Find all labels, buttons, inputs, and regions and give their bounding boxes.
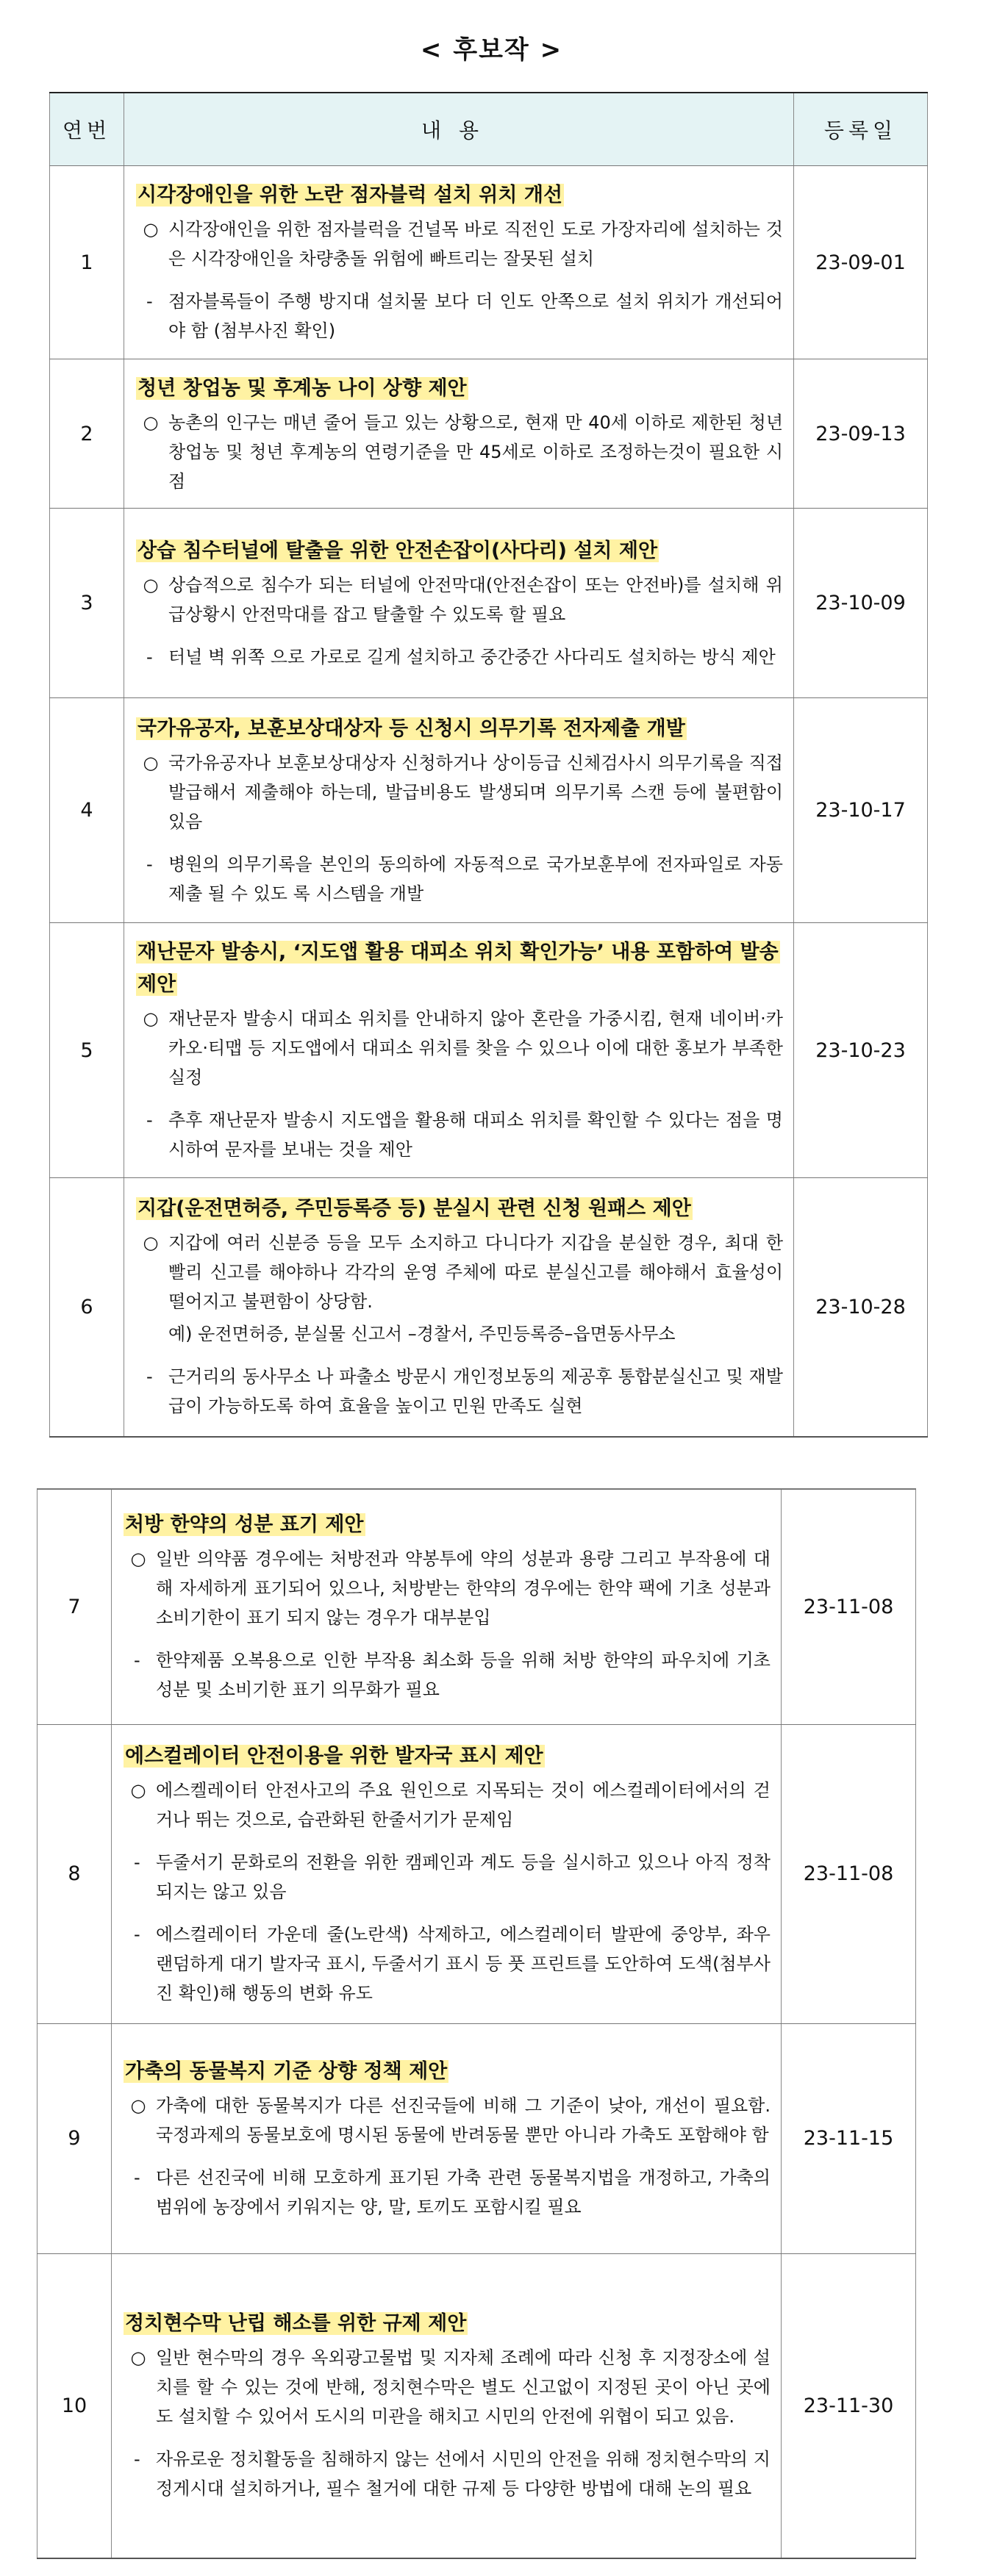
proposal-heading: 청년 창업농 및 후계농 나이 상향 제안 <box>137 377 467 400</box>
row-date: 23-09-13 <box>794 359 928 509</box>
proposal-heading: 국가유공자, 보훈보상대상자 등 신청시 의무기록 전자제출 개발 <box>137 717 685 740</box>
row-number: 8 <box>37 1724 112 2023</box>
proposal-bullet <box>124 2091 771 2150</box>
row-content <box>124 1178 794 1437</box>
proposal-bullet <box>136 748 783 836</box>
proposal-detail <box>124 1920 771 2008</box>
circle-bullet-icon: ○ <box>130 1549 146 1570</box>
proposal-bullet <box>124 1544 771 1632</box>
row-content <box>124 359 794 509</box>
row-number: 1 <box>50 166 124 359</box>
circle-bullet-icon: ○ <box>143 752 159 773</box>
row-date: 23-10-23 <box>794 923 928 1178</box>
table-row <box>50 923 928 1178</box>
row-number: 5 <box>50 923 124 1178</box>
proposal-example: 예) 운전면허증, 분실물 신고서 –경찰서, 주민등록증–읍면동사무소 <box>168 1324 676 1345</box>
row-date: 23-11-08 <box>782 1724 916 2023</box>
bullet-text: 재난문자 발송시 대피소 위치를 안내하지 않아 혼란을 가중시킴, 현재 네이버·카카오·티맵 등 지도앱에서 대피소 위치를 찾을 수 있으나 이에 대한 홍보가 부족한 실정 <box>168 1008 783 1088</box>
row-date: 23-10-28 <box>794 1178 928 1437</box>
row-content <box>124 698 794 923</box>
detail-text: 터널 벽 위쪽 으로 가로로 길게 설치하고 중간중간 사다리도 설치하는 방식 제안 <box>168 646 776 667</box>
header-content: 내용 <box>124 93 794 166</box>
proposal-heading: 에스컬레이터 안전이용을 위한 발자국 표시 제안 <box>125 1744 543 1768</box>
table-row <box>50 698 928 923</box>
proposal-bullet <box>136 1228 783 1316</box>
detail-text: 근거리의 동사무소 나 파출소 방문시 개인정보동의 제공후 통합분실신고 및 재발급이 가능하도록 하여 효율을 높이고 민원 만족도 실현 <box>168 1366 783 1417</box>
dash-bullet-icon: - <box>146 646 153 667</box>
row-number: 7 <box>37 1489 112 1724</box>
row-content <box>112 1489 782 1724</box>
detail-text: 자유로운 정치활동을 침해하지 않는 선에서 시민의 안전을 위해 정치현수막의 지정게시대 설치하거나, 필수 철거에 대한 규제 등 다양한 방법에 대해 논의 필요 <box>156 2449 771 2500</box>
proposal-detail <box>136 1362 783 1421</box>
proposal-detail <box>136 850 783 908</box>
detail-text: 점자블록들이 주행 방지대 설치물 보다 더 인도 안쪽으로 설치 위치가 개선되어야 함 (첨부사진 확인) <box>168 291 783 341</box>
dash-bullet-icon: - <box>134 2167 140 2188</box>
table-row <box>50 509 928 698</box>
detail-text: 에스컬레이터 가운데 줄(노란색) 삭제하고, 에스컬레이터 발판에 중앙부, 좌우 랜덤하게 대기 발자국 표시, 두줄서기 표시 등 풋 프린트를 도안하여 도색(첨부사진 확인)해 행동의 변화 유도 <box>156 1923 771 2003</box>
bullet-text: 일반 현수막의 경우 옥외광고물법 및 지자체 조례에 따라 신청 후 지정장소에 설치를 할 수 있는 것에 반해, 정치현수막은 별도 신고없이 지정된 곳이 아닌 곳에도 설치할 수 있어서 도시의 미관을 해치고 시민의 안전에 위협이 되고 있음. <box>156 2347 771 2428</box>
circle-bullet-icon: ○ <box>130 2095 146 2116</box>
table-row <box>50 1178 928 1437</box>
row-number: 3 <box>50 509 124 698</box>
circle-bullet-icon: ○ <box>130 1779 146 1801</box>
row-date: 23-11-08 <box>782 1489 916 1724</box>
proposal-detail <box>136 1105 783 1164</box>
circle-bullet-icon: ○ <box>143 1008 159 1029</box>
proposal-detail <box>136 642 783 672</box>
circle-bullet-icon: ○ <box>143 1233 159 1254</box>
proposal-detail <box>136 287 783 345</box>
row-content <box>124 166 794 359</box>
bullet-text: 일반 의약품 경우에는 처방전과 약봉투에 약의 성분과 용량 그리고 부작용에 대해 자세하게 표기되어 있으나, 처방받는 한약의 경우에는 한약 팩에 기초 성분과 소비기한이 표기 되지 않는 경우가 대부분입 <box>156 1549 771 1629</box>
bullet-text: 농촌의 인구는 매년 줄어 들고 있는 상황으로, 현재 만 40세 이하로 제한된 청년 창업농 및 청년 후계농의 연령기준을 만 45세로 이하로 조정하는것이 필요한 시점 <box>168 412 783 492</box>
row-date: 23-09-01 <box>794 166 928 359</box>
table-row <box>37 1724 916 2023</box>
dash-bullet-icon: - <box>134 1923 140 1945</box>
dash-bullet-icon: - <box>146 291 153 312</box>
proposal-detail <box>124 2444 771 2503</box>
proposal-bullet <box>136 1004 783 1092</box>
detail-text: 병원의 의무기록을 본인의 동의하에 자동적으로 국가보훈부에 전자파일로 자동 제출 될 수 있도 록 시스템을 개발 <box>168 853 783 904</box>
bullet-text: 상습적으로 침수가 되는 터널에 안전막대(안전손잡이 또는 안전바)를 설치해 위급상황시 안전막대를 잡고 탈출할 수 있도록 할 필요 <box>168 574 783 625</box>
detail-text: 다른 선진국에 비해 모호하게 표기된 가축 관련 동물복지법을 개정하고, 가축의 범위에 농장에서 키워지는 양, 말, 토끼도 포함시킬 필요 <box>156 2167 771 2217</box>
detail-text: 추후 재난문자 발송시 지도앱을 활용해 대피소 위치를 확인할 수 있다는 점을 명시하여 문자를 보내는 것을 제안 <box>168 1110 783 1160</box>
dash-bullet-icon: - <box>146 853 153 875</box>
row-number: 10 <box>37 2253 112 2558</box>
row-date: 23-10-09 <box>794 509 928 698</box>
proposal-heading: 처방 한약의 성분 표기 제안 <box>125 1513 364 1537</box>
proposal-heading: 가축의 동물복지 기준 상향 정책 제안 <box>125 2059 448 2083</box>
dash-bullet-icon: - <box>134 1650 140 1671</box>
row-content <box>124 923 794 1178</box>
header-num: 연번 <box>50 93 124 166</box>
row-date: 23-11-30 <box>782 2253 916 2558</box>
table-row <box>50 166 928 359</box>
proposal-bullet <box>136 215 783 273</box>
row-content <box>112 2253 782 2558</box>
dash-bullet-icon: - <box>134 1851 140 1873</box>
proposal-detail <box>124 1848 771 1906</box>
proposal-detail <box>124 2163 771 2222</box>
header-date: 등록일 <box>794 93 928 166</box>
table-row <box>37 1489 916 1724</box>
bullet-text: 시각장애인을 위한 점자블럭을 건널목 바로 직전인 도로 가장자리에 설치하는 것은 시각장애인을 차량충돌 위험에 빠트리는 잘못된 설치 <box>168 219 783 269</box>
proposal-heading: 정치현수막 난립 해소를 위한 규제 제안 <box>125 2312 467 2336</box>
bullet-text: 에스켈레이터 안전사고의 주요 원인으로 지목되는 것이 에스컬레이터에서의 걷거나 뛰는 것으로, 습관화된 한줄서기가 문제임 <box>156 1779 771 1830</box>
proposal-heading: 상습 침수터널에 탈출을 위한 안전손잡이(사다리) 설치 제안 <box>137 539 658 562</box>
row-number: 4 <box>50 698 124 923</box>
proposal-bullet <box>136 408 783 496</box>
dash-bullet-icon: - <box>134 2449 140 2470</box>
proposal-detail <box>124 1646 771 1704</box>
table-row <box>50 359 928 509</box>
proposal-heading: 지갑(운전면허증, 주민등록증 등) 분실시 관련 신청 원패스 제안 <box>137 1197 691 1221</box>
bullet-text: 국가유공자나 보훈보상대상자 신청하거나 상이등급 신체검사시 의무기록을 직접 발급해서 제출해야 하는데, 발급비용도 발생되며 의무기록 스캔 등에 불편함이 있음 <box>168 752 783 832</box>
row-number: 9 <box>37 2023 112 2253</box>
row-content <box>124 509 794 698</box>
circle-bullet-icon: ○ <box>143 574 159 595</box>
row-date: 23-11-15 <box>782 2023 916 2253</box>
bullet-text: 가축에 대한 동물복지가 다른 선진국들에 비해 그 기준이 낮아, 개선이 필요함. 국정과제의 동물보호에 명시된 동물에 반려동물 뿐만 아니라 가축도 포함해야 함 <box>156 2095 771 2145</box>
proposal-heading: 시각장애인을 위한 노란 점자블럭 설치 위치 개선 <box>137 184 563 207</box>
proposal-bullet <box>124 2343 771 2431</box>
row-date: 23-10-17 <box>794 698 928 923</box>
row-content <box>112 1724 782 2023</box>
dash-bullet-icon: - <box>146 1110 153 1130</box>
table-row <box>37 2253 916 2558</box>
dash-bullet-icon: - <box>146 1366 153 1388</box>
candidates-table-part-1 <box>49 92 928 1438</box>
row-number: 6 <box>50 1178 124 1437</box>
table-row <box>37 2023 916 2253</box>
proposal-bullet <box>136 570 783 629</box>
circle-bullet-icon: ○ <box>143 412 159 433</box>
detail-text: 한약제품 오복용으로 인한 부작용 최소화 등을 위해 처방 한약의 파우치에 기초 성분 및 소비기한 표기 의무화가 필요 <box>156 1650 771 1701</box>
circle-bullet-icon: ○ <box>130 2347 146 2369</box>
candidates-table-part-2 <box>37 1488 916 2559</box>
proposal-bullet <box>124 1776 771 1834</box>
circle-bullet-icon: ○ <box>143 219 159 240</box>
detail-text: 두줄서기 문화로의 전환을 위한 캠페인과 계도 등을 실시하고 있으나 아직 정착되지는 않고 있음 <box>156 1851 771 1902</box>
proposal-heading: 재난문자 발송시, ‘지도앱 활용 대피소 위치 확인가능’ 내용 포함하여 발송 제안 <box>137 941 779 996</box>
row-number: 2 <box>50 359 124 509</box>
bullet-text: 지갑에 여러 신분증 등을 모두 소지하고 다니다가 지갑을 분실한 경우, 최대 한 빨리 신고를 해야하나 각각의 운영 주체에 따로 분실신고를 해야해서 효율성이 떨어지고 불편함이 상당함. <box>168 1233 783 1313</box>
row-content <box>112 2023 782 2253</box>
table-header-row <box>50 93 928 166</box>
page-title: < 후보작 > <box>420 35 563 65</box>
